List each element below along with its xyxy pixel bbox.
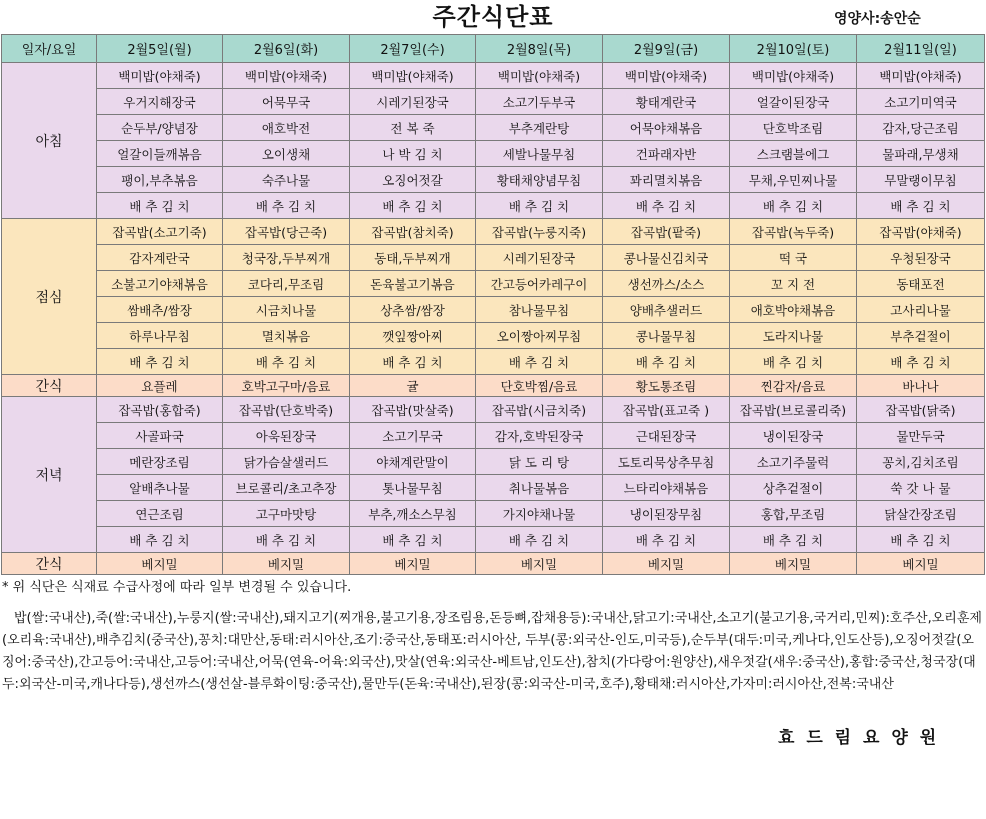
menu-item-cell: 팽이,부추볶음 xyxy=(97,167,223,193)
menu-item-cell: 잡곡밥(팥죽) xyxy=(603,219,730,245)
menu-item-cell: 배 추 김 치 xyxy=(350,193,476,219)
menu-item-cell: 베지밀 xyxy=(857,553,985,575)
menu-item-cell: 배 추 김 치 xyxy=(223,193,350,219)
menu-item-cell: 바나나 xyxy=(857,375,985,397)
menu-item-cell: 베지밀 xyxy=(350,553,476,575)
menu-item-cell: 잡곡밥(홍합죽) xyxy=(97,397,223,423)
menu-item-cell: 애호박야채볶음 xyxy=(730,297,857,323)
menu-item-cell: 황태계란국 xyxy=(603,89,730,115)
weekly-menu-table xyxy=(1,34,985,575)
menu-item-cell: 백미밥(야채죽) xyxy=(350,63,476,89)
menu-item-cell: 백미밥(야채죽) xyxy=(97,63,223,89)
meal-label: 간식 xyxy=(2,375,97,397)
menu-item-cell: 메란장조림 xyxy=(97,449,223,475)
menu-item-cell: 배 추 김 치 xyxy=(603,349,730,375)
breakfast-row xyxy=(2,167,985,193)
menu-item-cell: 아욱된장국 xyxy=(223,423,350,449)
menu-item-cell: 도토리묵상추무침 xyxy=(603,449,730,475)
menu-item-cell: 잡곡밥(맛살죽) xyxy=(350,397,476,423)
menu-item-cell: 부추겉절이 xyxy=(857,323,985,349)
menu-item-cell: 배 추 김 치 xyxy=(97,349,223,375)
menu-item-cell: 소고기미역국 xyxy=(857,89,985,115)
menu-item-cell: 얼갈이들깨볶음 xyxy=(97,141,223,167)
breakfast-row xyxy=(2,193,985,219)
dinner-row xyxy=(2,423,985,449)
menu-item-cell: 베지밀 xyxy=(223,553,350,575)
menu-item-cell: 시레기된장국 xyxy=(476,245,603,271)
menu-item-cell: 백미밥(야채죽) xyxy=(730,63,857,89)
dinner-row xyxy=(2,397,985,423)
menu-item-cell: 브로콜리/초고추장 xyxy=(223,475,350,501)
menu-item-cell: 콩나물신김치국 xyxy=(603,245,730,271)
menu-item-cell: 황태채양념무침 xyxy=(476,167,603,193)
menu-item-cell: 전 복 죽 xyxy=(350,115,476,141)
day-header: 2월9일(금) xyxy=(603,35,730,63)
origin-info: 밥(쌀:국내산),죽(쌀:국내산),누룽지(쌀:국내산),돼지고기(찌개용,불고기용,장조림용,돈등뼈,잡채용등):국내산,닭고기:국내산,소고기(불고기용,국거리,민찌):호주산,오리훈제(오리육:국내산),배추김치(중국산),꽁치:대만산,동태:러시아산,조기:중국산,동태포:러시아산, 두부(콩:외국산-인도,미국등),순두부(대두:미국,케나다,인도산등),오징어젓갈(오징어:중국산),간고등어:국내산,고등어:국내산,어묵(연육-어육:외국산),맛살(연육:외국산-베트남,인도산),참치(가다랑어:원양산),새우젓갈(새우:중국산),홍합:중국산,청국장(대두:외국산-미국,캐나다등),생선까스(생선살-블루화이팅:중국산),물만두(돈육:국내산),된장(콩:외국산-미국,호주),황태채:러시아산,가자미:러시아산,전복:국내산 xyxy=(2,611,982,692)
menu-item-cell: 잡곡밥(야채죽) xyxy=(857,219,985,245)
lunch-row xyxy=(2,245,985,271)
menu-item-cell: 고사리나물 xyxy=(857,297,985,323)
day-header: 2월6일(화) xyxy=(223,35,350,63)
menu-item-cell: 소고기주물럭 xyxy=(730,449,857,475)
menu-item-cell: 잡곡밥(표고죽 ) xyxy=(603,397,730,423)
menu-item-cell: 물파래,무생채 xyxy=(857,141,985,167)
menu-item-cell: 청국장,두부찌개 xyxy=(223,245,350,271)
menu-item-cell: 베지밀 xyxy=(730,553,857,575)
menu-item-cell: 꽁치,김치조림 xyxy=(857,449,985,475)
menu-item-cell: 홍합,무조림 xyxy=(730,501,857,527)
menu-item-cell: 톳나물무침 xyxy=(350,475,476,501)
dinner-row xyxy=(2,449,985,475)
menu-item-cell: 베지밀 xyxy=(476,553,603,575)
menu-item-cell: 오이짱아찌무침 xyxy=(476,323,603,349)
lunch-row xyxy=(2,349,985,375)
day-header: 2월11일(일) xyxy=(857,35,985,63)
menu-item-cell: 냉이된장무침 xyxy=(603,501,730,527)
meal-label: 점심 xyxy=(2,219,97,375)
change-notice: * 위 식단은 식재료 수급사정에 따라 일부 변경될 수 있습니다. xyxy=(2,580,352,595)
menu-item-cell: 백미밥(야채죽) xyxy=(857,63,985,89)
menu-item-cell: 베지밀 xyxy=(603,553,730,575)
menu-item-cell: 떡 국 xyxy=(730,245,857,271)
menu-item-cell: 시레기된장국 xyxy=(350,89,476,115)
menu-item-cell: 귤 xyxy=(350,375,476,397)
menu-item-cell: 무말랭이무침 xyxy=(857,167,985,193)
menu-item-cell: 쑥 갓 나 물 xyxy=(857,475,985,501)
menu-item-cell: 쌈배추/쌈장 xyxy=(97,297,223,323)
menu-item-cell: 숙주나물 xyxy=(223,167,350,193)
menu-item-cell: 어묵야채볶음 xyxy=(603,115,730,141)
menu-item-cell: 부추계란탕 xyxy=(476,115,603,141)
breakfast-row xyxy=(2,141,985,167)
menu-item-cell: 감자계란국 xyxy=(97,245,223,271)
nutritionist-label: 영양사:송안순 xyxy=(834,11,921,27)
menu-item-cell: 배 추 김 치 xyxy=(603,193,730,219)
menu-item-cell: 애호박전 xyxy=(223,115,350,141)
menu-item-cell: 가지야채나물 xyxy=(476,501,603,527)
menu-item-cell: 소고기무국 xyxy=(350,423,476,449)
menu-item-cell: 사골파국 xyxy=(97,423,223,449)
menu-item-cell: 깻잎짱아찌 xyxy=(350,323,476,349)
menu-item-cell: 참나물무침 xyxy=(476,297,603,323)
day-header: 2월10일(토) xyxy=(730,35,857,63)
breakfast-row xyxy=(2,63,985,89)
menu-item-cell: 백미밥(야채죽) xyxy=(603,63,730,89)
lunch-row xyxy=(2,297,985,323)
menu-item-cell: 세발나물무침 xyxy=(476,141,603,167)
menu-item-cell: 잡곡밥(시금치죽) xyxy=(476,397,603,423)
menu-item-cell: 나 박 김 치 xyxy=(350,141,476,167)
menu-item-cell: 배 추 김 치 xyxy=(730,527,857,553)
menu-item-cell: 양배추샐러드 xyxy=(603,297,730,323)
dinner-row xyxy=(2,501,985,527)
menu-item-cell: 배 추 김 치 xyxy=(97,527,223,553)
menu-item-cell: 배 추 김 치 xyxy=(857,349,985,375)
menu-item-cell: 배 추 김 치 xyxy=(857,193,985,219)
header-row xyxy=(2,35,985,63)
menu-item-cell: 배 추 김 치 xyxy=(730,349,857,375)
menu-item-cell: 돈육불고기볶음 xyxy=(350,271,476,297)
menu-item-cell: 배 추 김 치 xyxy=(476,349,603,375)
menu-item-cell: 어묵무국 xyxy=(223,89,350,115)
menu-item-cell: 꽈리멸치볶음 xyxy=(603,167,730,193)
menu-item-cell: 상추쌈/쌈장 xyxy=(350,297,476,323)
menu-item-cell: 꼬 지 전 xyxy=(730,271,857,297)
menu-item-cell: 얼갈이된장국 xyxy=(730,89,857,115)
menu-item-cell: 황도통조림 xyxy=(603,375,730,397)
meal-label: 간식 xyxy=(2,553,97,575)
day-header: 2월7일(수) xyxy=(350,35,476,63)
menu-item-cell: 냉이된장국 xyxy=(730,423,857,449)
lunch-row xyxy=(2,271,985,297)
menu-item-cell: 멸치볶음 xyxy=(223,323,350,349)
menu-item-cell: 단호박찜/음료 xyxy=(476,375,603,397)
menu-item-cell: 도라지나물 xyxy=(730,323,857,349)
menu-item-cell: 잡곡밥(녹두죽) xyxy=(730,219,857,245)
dinner-row xyxy=(2,475,985,501)
menu-item-cell: 고구마맛탕 xyxy=(223,501,350,527)
menu-item-cell: 무채,우민찌나물 xyxy=(730,167,857,193)
menu-item-cell: 부추,깨소스무침 xyxy=(350,501,476,527)
menu-item-cell: 코다리,무조림 xyxy=(223,271,350,297)
menu-item-cell: 잡곡밥(닭죽) xyxy=(857,397,985,423)
menu-item-cell: 배 추 김 치 xyxy=(603,527,730,553)
snack-row xyxy=(2,375,985,397)
facility-name: 효 드 림 요 양 원 xyxy=(778,728,940,748)
menu-item-cell: 잡곡밥(소고기죽) xyxy=(97,219,223,245)
menu-item-cell: 배 추 김 치 xyxy=(223,349,350,375)
menu-item-cell: 베지밀 xyxy=(97,553,223,575)
menu-item-cell: 소불고기야채볶음 xyxy=(97,271,223,297)
menu-item-cell: 요플레 xyxy=(97,375,223,397)
menu-item-cell: 근대된장국 xyxy=(603,423,730,449)
menu-item-cell: 배 추 김 치 xyxy=(97,193,223,219)
menu-item-cell: 호박고구마/음료 xyxy=(223,375,350,397)
menu-item-cell: 물만두국 xyxy=(857,423,985,449)
menu-item-cell: 배 추 김 치 xyxy=(223,527,350,553)
menu-item-cell: 동태,두부찌개 xyxy=(350,245,476,271)
menu-item-cell: 잡곡밥(단호박죽) xyxy=(223,397,350,423)
menu-item-cell: 닭살간장조림 xyxy=(857,501,985,527)
menu-item-cell: 배 추 김 치 xyxy=(350,527,476,553)
menu-item-cell: 우청된장국 xyxy=(857,245,985,271)
menu-item-cell: 닭 도 리 탕 xyxy=(476,449,603,475)
menu-item-cell: 배 추 김 치 xyxy=(730,193,857,219)
lunch-row xyxy=(2,323,985,349)
menu-item-cell: 닭가슴살샐러드 xyxy=(223,449,350,475)
day-header: 2월8일(목) xyxy=(476,35,603,63)
menu-item-cell: 잡곡밥(브로콜리죽) xyxy=(730,397,857,423)
menu-item-cell: 배 추 김 치 xyxy=(857,527,985,553)
menu-item-cell: 동태포전 xyxy=(857,271,985,297)
menu-item-cell: 잡곡밥(누룽지죽) xyxy=(476,219,603,245)
menu-item-cell: 야채계란말이 xyxy=(350,449,476,475)
lunch-row xyxy=(2,219,985,245)
menu-item-cell: 백미밥(야채죽) xyxy=(476,63,603,89)
corner-header: 일자/요일 xyxy=(2,35,97,63)
breakfast-row xyxy=(2,115,985,141)
menu-item-cell: 연근조림 xyxy=(97,501,223,527)
menu-item-cell: 백미밥(야채죽) xyxy=(223,63,350,89)
menu-item-cell: 감자,당근조림 xyxy=(857,115,985,141)
menu-item-cell: 우거지해장국 xyxy=(97,89,223,115)
day-header: 2월5일(월) xyxy=(97,35,223,63)
meal-label: 저녁 xyxy=(2,397,97,553)
snack-row xyxy=(2,553,985,575)
menu-item-cell: 알배추나물 xyxy=(97,475,223,501)
menu-item-cell: 생선까스/소스 xyxy=(603,271,730,297)
dinner-row xyxy=(2,527,985,553)
menu-item-cell: 순두부/양념장 xyxy=(97,115,223,141)
page-title: 주간식단표 xyxy=(432,3,554,31)
menu-item-cell: 콩나물무침 xyxy=(603,323,730,349)
menu-item-cell: 단호박조림 xyxy=(730,115,857,141)
menu-item-cell: 상추겉절이 xyxy=(730,475,857,501)
meal-label: 아침 xyxy=(2,63,97,219)
menu-item-cell: 소고기두부국 xyxy=(476,89,603,115)
menu-item-cell: 배 추 김 치 xyxy=(476,193,603,219)
menu-item-cell: 하루나무침 xyxy=(97,323,223,349)
menu-item-cell: 건파래자반 xyxy=(603,141,730,167)
menu-item-cell: 시금치나물 xyxy=(223,297,350,323)
menu-item-cell: 잡곡밥(참치죽) xyxy=(350,219,476,245)
menu-item-cell: 스크램블에그 xyxy=(730,141,857,167)
menu-item-cell: 찐감자/음료 xyxy=(730,375,857,397)
menu-item-cell: 감자,호박된장국 xyxy=(476,423,603,449)
menu-item-cell: 배 추 김 치 xyxy=(476,527,603,553)
breakfast-row xyxy=(2,89,985,115)
menu-item-cell: 오징어젓갈 xyxy=(350,167,476,193)
menu-item-cell: 잡곡밥(당근죽) xyxy=(223,219,350,245)
menu-item-cell: 취나물볶음 xyxy=(476,475,603,501)
menu-item-cell: 느타리야채볶음 xyxy=(603,475,730,501)
menu-item-cell: 간고등어카레구이 xyxy=(476,271,603,297)
menu-item-cell: 오이생채 xyxy=(223,141,350,167)
menu-body xyxy=(2,63,985,575)
menu-item-cell: 배 추 김 치 xyxy=(350,349,476,375)
